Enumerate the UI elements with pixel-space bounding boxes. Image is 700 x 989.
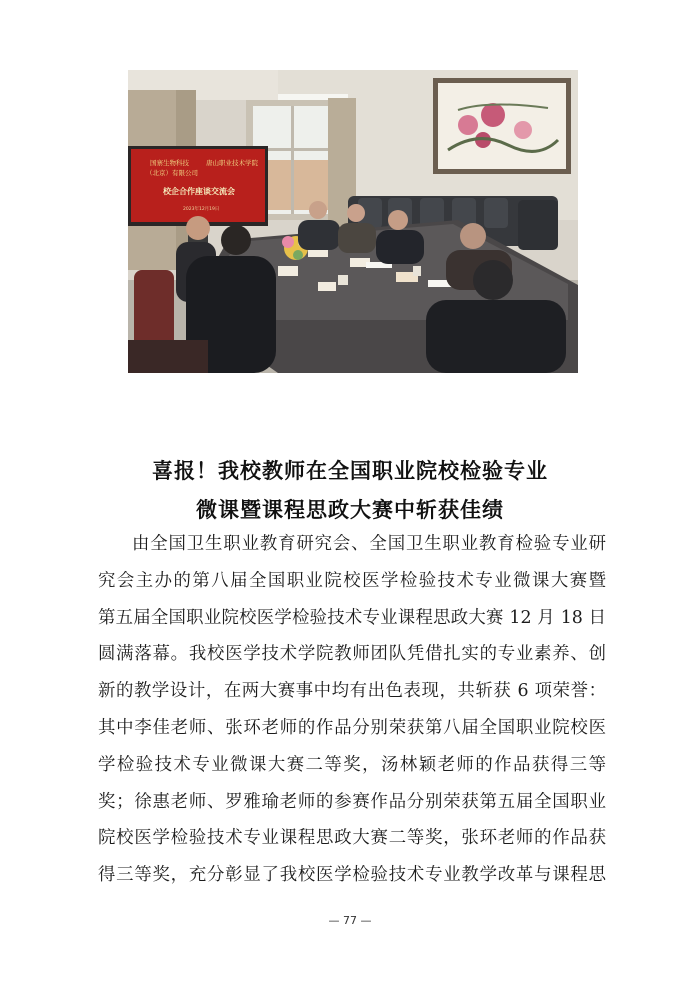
screen-right-org: 唐山职业技术学院: [206, 159, 258, 167]
body-line: 院校医学检验技术专业课程思政大赛二等奖，张环老师的作品获: [98, 828, 606, 849]
body-line: 其中李佳老师、张环老师的作品分别荣获第八届全国职业院校医: [98, 717, 606, 738]
body-line: 学检验技术专业微课大赛二等奖，汤林颖老师的作品获得三等: [98, 754, 606, 775]
page-number: — 77 —: [328, 914, 372, 927]
article-title-line2: 微课暨课程思政大赛中斩获佳绩: [196, 498, 504, 522]
article-heading: [0, 452, 700, 530]
screen-left-org-line2: （北京）有限公司: [146, 169, 198, 177]
body-line: 究会主办的第八届全国职业院校医学检验技术专业微课大赛暨: [98, 570, 606, 591]
body-line: 奖；徐惠老师、罗雅瑜老师的参赛作品分别荣获第五届全国职业: [98, 791, 606, 812]
body-line: 圆满落幕。我校医学技术学院教师团队凭借扎实的专业素养、创: [98, 644, 606, 665]
article-body: [98, 526, 606, 894]
meeting-photo: [128, 70, 578, 373]
body-line: 第五届全国职业院校医学检验技术专业课程思政大赛 12 月 18 日: [98, 607, 606, 628]
article-title-line1: 喜报！我校教师在全国职业院校检验专业: [152, 459, 548, 483]
screen-date: 2023年12月19日: [183, 207, 220, 212]
meeting-photo-illustration: [128, 70, 578, 373]
body-line: 新的教学设计，在两大赛事中均有出色表现，共斩获 6 项荣誉：: [98, 681, 606, 702]
body-line: 由全国卫生职业教育研究会、全国卫生职业教育检验专业研: [132, 534, 606, 554]
screen-left-org-line1: 国寨生物科技: [150, 159, 189, 167]
body-line: 得三等奖，充分彰显了我校医学检验技术专业教学改革与课程思: [98, 865, 606, 886]
screen-title: 校企合作座谈交流会: [163, 187, 235, 196]
